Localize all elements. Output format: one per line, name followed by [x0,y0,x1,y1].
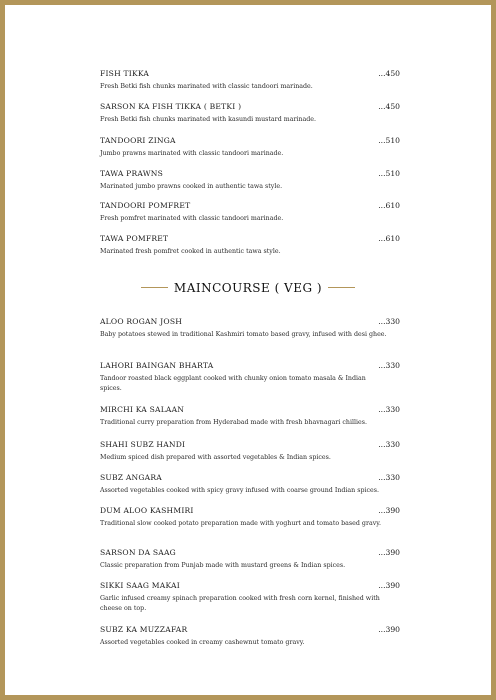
menu-item-price: ...450 [378,69,400,78]
menu-item-tawa-prawns [100,169,400,192]
menu-item-dum-aloo-kashmiri [100,506,400,529]
menu-item-price: ...610 [378,234,400,243]
menu-item-description: Assorted vegetables cooked with spicy gravy infused with coarse ground Indian spices. [100,487,379,494]
menu-item-description: Garlic infused creamy spinach preparation cooked with fresh corn kernel, finished with cheese on top. [100,595,380,612]
menu-item-price: ...330 [378,405,400,414]
menu-item-name: TAWA POMFRET [100,234,169,243]
menu-item-name: SHAHI SUBZ HANDI [100,440,186,449]
menu-item-price: ...450 [378,102,400,111]
menu-item-name: SIKKI SAAG MAKAI [100,581,180,590]
menu-item-fish-tikka [100,69,400,92]
menu-item-description: Medium spiced dish prepared with assorted vegetables & Indian spices. [100,454,331,461]
menu-item-price: ...610 [378,201,400,210]
menu-item-sarson-da-saag [100,548,400,571]
menu-item-name: FISH TIKKA [100,69,150,78]
menu-item-name: SARSON KA FISH TIKKA ( BETKI ) [100,102,242,111]
menu-item-description: Tandoor roasted black eggplant cooked with chunky onion tomato masala & Indian spices. [100,375,366,392]
menu-item-description: Assorted vegetables cooked in creamy cashewnut tomato gravy. [100,639,305,646]
menu-page [5,5,491,695]
menu-item-description: Fresh Betki fish chunks marinated with kasundi mustard marinade. [100,116,317,123]
heading-rule-left [141,287,168,288]
menu-item-name: SUBZ KA MUZZAFAR [100,625,188,634]
menu-item-name: TANDOORI POMFRET [100,201,191,210]
menu-item-sikki-saag-makai [100,581,400,613]
menu-item-name: ALOO ROGAN JOSH [100,317,183,326]
menu-item-name: SUBZ ANGARA [100,473,162,482]
menu-item-description: Fresh pomfret marinated with classic tandoori marinade. [100,215,284,222]
menu-item-aloo-rogan-josh [100,317,400,340]
menu-item-name: SARSON DA SAAG [100,548,176,557]
heading-rule-right [328,287,355,288]
menu-item-description: Traditional curry preparation from Hyderabad made with fresh bhavnagari chillies. [100,419,367,426]
menu-item-shahi-subz-handi [100,440,400,463]
menu-item-price: ...330 [378,317,400,326]
menu-item-price: ...390 [378,548,400,557]
menu-item-description: Fresh Betki fish chunks marinated with classic tandoori marinade. [100,83,313,90]
menu-item-tandoori-zinga [100,136,400,159]
menu-item-price: ...330 [378,440,400,449]
menu-item-price: ...510 [378,136,400,145]
menu-item-description: Marinated jumbo prawns cooked in authentic tawa style. [100,183,283,190]
menu-item-description: Traditional slow cooked potato preparation made with yoghurt and tomato based gravy. [100,520,381,527]
menu-item-price: ...330 [378,361,400,370]
menu-item-subz-angara [100,473,400,496]
menu-item-description: Marinated fresh pomfret cooked in authentic tawa style. [100,248,281,255]
menu-item-name: DUM ALOO KASHMIRI [100,506,194,515]
menu-item-price: ...330 [378,473,400,482]
menu-item-lahori-baingan-bharta [100,361,400,393]
menu-item-tawa-pomfret [100,234,400,257]
menu-item-price: ...390 [378,581,400,590]
section-heading-maincourse-veg [5,277,491,293]
menu-item-name: TANDOORI ZINGA [100,136,176,145]
menu-item-name: MIRCHI KA SALAAN [100,405,185,414]
menu-item-tandoori-pomfret [100,201,400,224]
menu-item-price: ...390 [378,625,400,634]
menu-item-description: Jumbo prawns marinated with classic tandoori marinade. [100,150,284,157]
menu-item-mirchi-ka-salaan [100,405,400,428]
menu-item-description: Baby potatoes stewed in traditional Kashmiri tomato based gravy, infused with desi ghee. [100,331,387,338]
menu-item-price: ...390 [378,506,400,515]
menu-item-sarson-fish-tikka [100,102,400,125]
section-title-text: MAINCOURSE ( VEG ) [173,280,323,295]
menu-item-description: Classic preparation from Punjab made with mustard greens & Indian spices. [100,562,346,569]
menu-item-price: ...510 [378,169,400,178]
menu-item-name: LAHORI BAINGAN BHARTA [100,361,214,370]
menu-item-name: TAWA PRAWNS [100,169,164,178]
menu-item-subz-ka-muzzafar [100,625,400,648]
